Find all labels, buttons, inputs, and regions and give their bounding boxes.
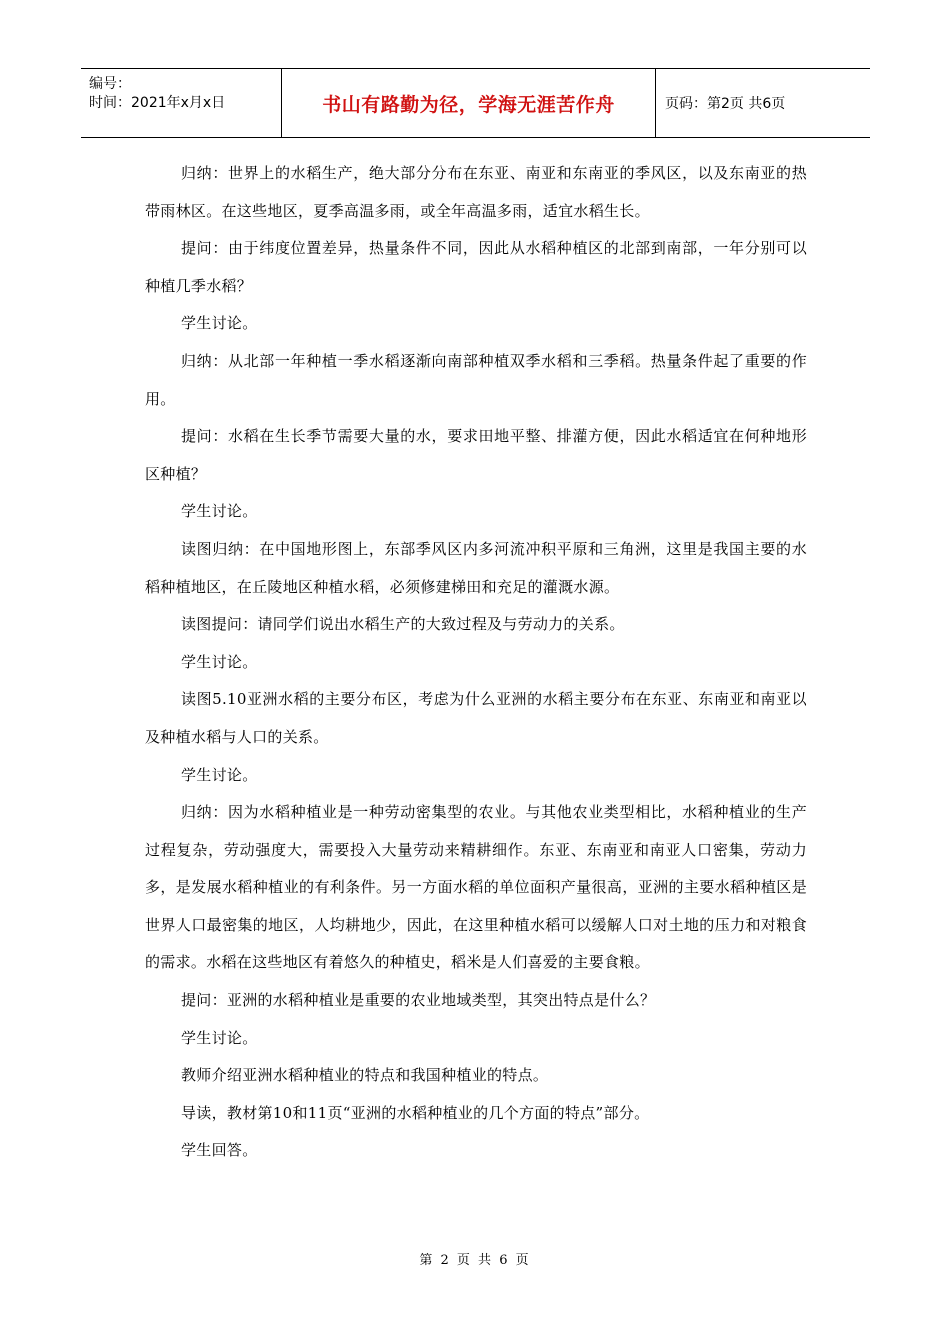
paragraph: 归纳：世界上的水稻生产，绝大部分分布在东亚、南亚和东南亚的季风区，以及东南亚的热带雨林区。在这些地区，夏季高温多雨，或全年高温多雨，适宜水稻生长。: [145, 164, 807, 220]
page-header: [81, 68, 870, 138]
header-meta-cell: [81, 69, 282, 137]
paragraph: 提问：由于纬度位置差异，热量条件不同，因此从水稻种植区的北部到南部，一年分别可以种植几季水稻？: [145, 239, 807, 295]
paragraph: 学生讨论。: [181, 652, 258, 671]
paragraph: 学生讨论。: [181, 1028, 258, 1047]
paragraph: 读图5.10亚洲水稻的主要分布区，考虑为什么亚洲的水稻主要分布在东亚、东南亚和南亚以及种植水稻与人口的关系。: [145, 690, 807, 746]
header-motto-cell: [282, 69, 656, 137]
paragraph: 提问：水稻在生长季节需要大量的水，要求田地平整、排灌方便，因此水稻适宜在何种地形区种植？: [145, 427, 807, 483]
header-motto: 书山有路勤为径，学海无涯苦作舟: [322, 93, 615, 116]
paragraph: 导读，教材第10和11页“亚洲的水稻种植业的几个方面的特点”部分。: [181, 1103, 650, 1122]
paragraph: 学生讨论。: [181, 502, 258, 521]
document-body: [145, 155, 807, 1170]
paragraph: 归纳：从北部一年种植一季水稻逐渐向南部种植双季水稻和三季稻。热量条件起了重要的作用。: [145, 351, 807, 408]
paragraph: 提问：亚洲的水稻种植业是重要的农业地域类型，其突出特点是什么？: [181, 991, 656, 1010]
paragraph: 归纳：因为水稻种植业是一种劳动密集型的农业。与其他农业类型相比，水稻种植业的生产过程复杂，劳动强度大，需要投入大量劳动来精耕细作。东亚、东南亚和南亚人口密集，劳动力多，是发展水稻种植业的有利条件。另一方面水稻的单位面积产量很高，亚洲的主要水稻种植区是世界人口最密集的地区，人均耕地少，因此，在这里种植水稻可以缓解人口对土地的压力和对粮食的需求。水稻在这些地区有着悠久的种植史，稻米是人们喜爱的主要食粮。: [145, 803, 807, 972]
header-page-info: 页码：第2页 共6页: [665, 96, 786, 112]
paragraph: 读图归纳：在中国地形图上，东部季风区内多河流冲积平原和三角洲，这里是我国主要的水稻种植地区，在丘陵地区种植水稻，必须修建梯田和充足的灌溉水源。: [145, 539, 807, 596]
header-page-cell: [656, 69, 870, 137]
document-time-label: 时间：2021年x月x日: [89, 95, 226, 111]
paragraph: 学生讨论。: [181, 765, 258, 784]
paragraph: 学生回答。: [181, 1141, 258, 1160]
paragraph: 读图提问：请同学们说出水稻生产的大致过程及与劳动力的关系。: [181, 615, 625, 634]
page-footer: 第 2 页 共 6 页: [419, 1253, 531, 1268]
document-number-label: 编号：: [89, 76, 131, 92]
paragraph: 学生讨论。: [181, 314, 258, 333]
paragraph: 教师介绍亚洲水稻种植业的特点和我国种植业的特点。: [181, 1066, 549, 1085]
